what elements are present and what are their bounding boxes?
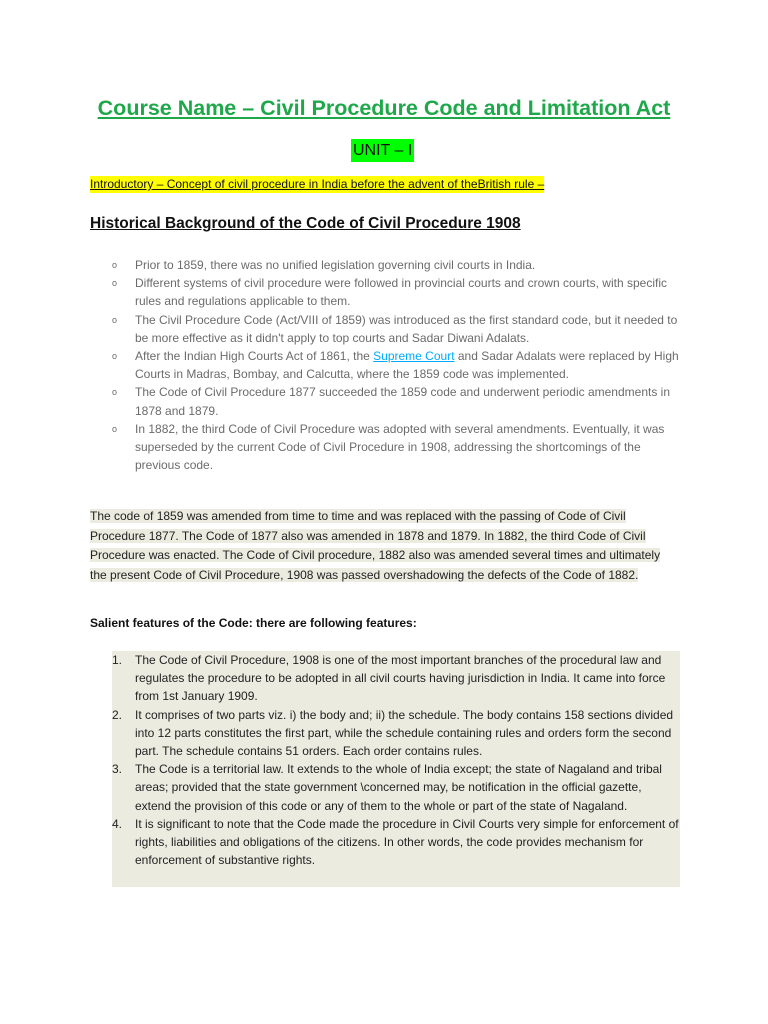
paragraph-text: The code of 1859 was amended from time to time and was replaced with the passing of Code of Civil Procedure 1877. The Code of 1877 also was amended in 1878 and 1879. In 1882, the third Code of Civil Procedure was enacted. The Code of Civil procedure, 1882 also was amended several times and ultimately the present Code of Civil Procedure, 1908 was passed overshadowing the defects of the Code of 1882. <box>90 509 661 582</box>
bullet-text: and Sadar Adalats were replaced by High Courts in Madras, Bombay, and Calcutta, where the 1859 code was implemented. <box>135 349 679 382</box>
feature-text: It comprises of two parts viz. i) the body and; ii) the schedule. The body contains 158 sections divided into 12 parts constitutes the first part, while the schedule containing rules and orders form the second part. The schedule contains 51 orders. Each order contains rules. <box>135 707 674 759</box>
item-number: 3. <box>112 762 123 777</box>
bullet-marker: o <box>112 423 118 434</box>
item-number: 1. <box>112 653 123 667</box>
feature-text: The Code is a territorial law. It extends to the whole of India except; the state of Nagaland and tribal areas; provided that the state government \concerned may, be notification in the official gazette, extend the provision of this code or any of them to the whole or part of the state of Nagaland. <box>135 762 662 813</box>
features-box <box>112 651 680 887</box>
bullet-marker: o <box>112 260 118 270</box>
item-number: 2. <box>112 707 123 722</box>
supreme-court-link[interactable]: Supreme Court <box>373 349 455 364</box>
list-item <box>112 420 680 475</box>
feature-text: The Code of Civil Procedure, 1908 is one of the most important branches of the procedural law and regulates the procedure to be adopted in all civil courts having jurisdiction in India. It came into force from 1st January 1909. <box>135 653 666 704</box>
bullet-marker: o <box>112 387 118 398</box>
list-item <box>112 383 680 419</box>
bullet-text: The Civil Procedure Code (Act/VIII of 1859) was introduced as the first standard code, but it needed to be more effective as it didn't apply to top courts and Sadar Diwani Adalats. <box>135 312 678 345</box>
list-item <box>112 347 680 383</box>
list-item <box>112 311 680 347</box>
bullet-marker: o <box>112 351 118 362</box>
bullet-text: Prior to 1859, there was no unified legislation governing civil courts in India. <box>135 258 536 272</box>
bullet-text: After the Indian High Courts Act of 1861, the <box>135 349 374 364</box>
list-item <box>112 256 680 274</box>
list-item <box>112 651 680 706</box>
list-item <box>112 760 680 815</box>
intro-line: Introductory – Concept of civil procedure in India before the advent of theBritish rule – <box>90 177 545 191</box>
feature-text: It is significant to note that the Code made the procedure in Civil Courts very simple for enforcement of rights, liabilities and obligations of the citizens. In other words, the code provides mechanism for enforcement of substantive rights. <box>135 816 679 868</box>
unit-heading: UNIT – I <box>351 139 414 162</box>
bullet-marker: o <box>112 314 118 325</box>
list-item <box>112 274 680 310</box>
bullet-marker: o <box>112 278 118 289</box>
bullet-text: In 1882, the third Code of Civil Procedure was adopted with several amendments. Eventually, it was superseded by the current Code of Civil Procedure in 1908, addressing the shortcomings of the previous code. <box>135 421 665 473</box>
history-bullet-list <box>112 256 680 474</box>
features-list <box>112 651 680 869</box>
list-item <box>112 706 680 761</box>
list-item <box>112 815 680 870</box>
item-number: 4. <box>112 816 123 831</box>
bullet-text: The Code of Civil Procedure 1877 succeeded the 1859 code and underwent periodic amendments in 1878 and 1879. <box>135 385 671 418</box>
historical-heading: Historical Background of the Code of Civil Procedure 1908 <box>90 215 521 232</box>
course-title: Course Name – Civil Procedure Code and Limitation Act <box>97 96 671 120</box>
bullet-text: Different systems of civil procedure were followed in provincial courts and crown courts, with specific rules and regulations applicable to them. <box>135 276 667 309</box>
history-paragraph <box>90 507 680 585</box>
salient-heading: Salient features of the Code: there are following features: <box>90 616 417 630</box>
